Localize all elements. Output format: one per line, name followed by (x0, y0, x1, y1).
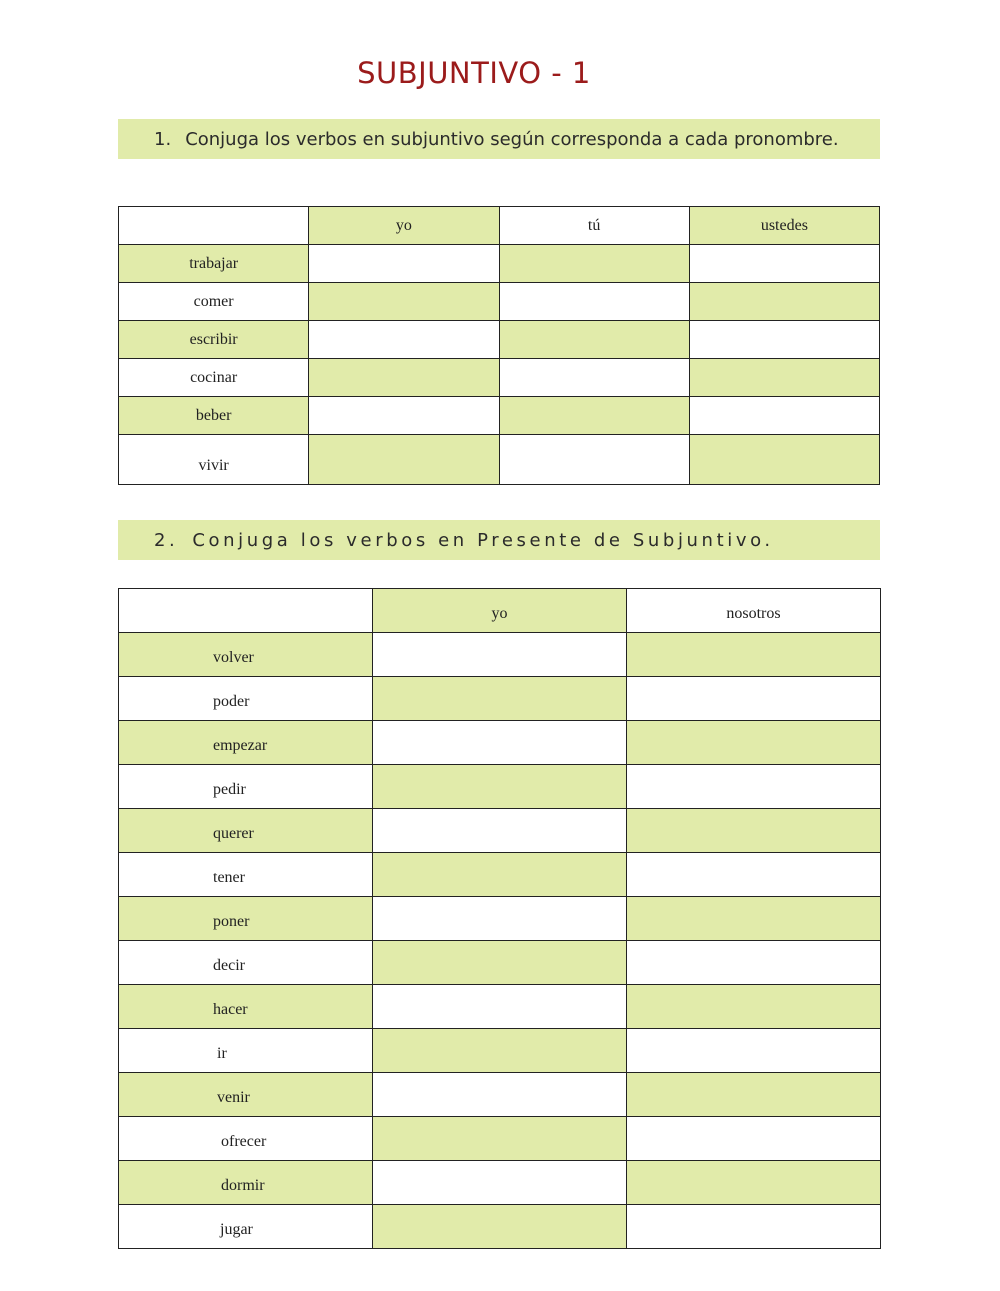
answer-cell[interactable] (309, 283, 499, 321)
answer-cell[interactable] (499, 321, 689, 359)
answer-cell[interactable] (309, 245, 499, 283)
table-row (119, 809, 881, 853)
answer-cell[interactable] (499, 397, 689, 435)
table-header-row (119, 589, 881, 633)
page-title: SUBJUNTIVO - 1 (357, 56, 591, 90)
table-row (119, 633, 881, 677)
verb-label: poder (119, 677, 373, 721)
table-row (119, 853, 881, 897)
verb-label: tener (119, 853, 373, 897)
table-row (119, 765, 881, 809)
verb-label: beber (119, 397, 309, 435)
verb-label: escribir (119, 321, 309, 359)
section2-number: 2. (154, 529, 179, 551)
answer-cell[interactable] (373, 1205, 627, 1249)
answer-cell[interactable] (627, 1161, 881, 1205)
table-row (119, 321, 880, 359)
verb-label: pedir (119, 765, 373, 809)
verb-label: trabajar (119, 245, 309, 283)
table-row (119, 1073, 881, 1117)
table-row (119, 397, 880, 435)
table-row (119, 1029, 881, 1073)
table-row (119, 897, 881, 941)
verb-label: vivir (119, 435, 309, 485)
verb-label: dormir (119, 1161, 373, 1205)
answer-cell[interactable] (627, 853, 881, 897)
answer-cell[interactable] (499, 359, 689, 397)
verb-label: querer (119, 809, 373, 853)
verb-label: venir (119, 1073, 373, 1117)
verb-label: ir (119, 1029, 373, 1073)
answer-cell[interactable] (309, 321, 499, 359)
answer-cell[interactable] (627, 1117, 881, 1161)
answer-cell[interactable] (689, 245, 879, 283)
table-row (119, 359, 880, 397)
answer-cell[interactable] (373, 1073, 627, 1117)
answer-cell[interactable] (373, 721, 627, 765)
section2-conjugation-table (118, 588, 881, 1249)
verb-label: poner (119, 897, 373, 941)
answer-cell[interactable] (627, 677, 881, 721)
verb-label: jugar (119, 1205, 373, 1249)
answer-cell[interactable] (627, 765, 881, 809)
table-row (119, 985, 881, 1029)
answer-cell[interactable] (309, 435, 499, 485)
table-row (119, 283, 880, 321)
answer-cell[interactable] (689, 397, 879, 435)
answer-cell[interactable] (309, 359, 499, 397)
answer-cell[interactable] (627, 897, 881, 941)
answer-cell[interactable] (627, 721, 881, 765)
header-cell-yo: yo (373, 589, 627, 633)
header-cell-tu: tú (499, 207, 689, 245)
answer-cell[interactable] (627, 633, 881, 677)
table-row (119, 245, 880, 283)
header-cell-nosotros: nosotros (627, 589, 881, 633)
section1-instruction-banner (118, 119, 880, 159)
answer-cell[interactable] (373, 985, 627, 1029)
verb-label: ofrecer (119, 1117, 373, 1161)
section1-conjugation-table (118, 206, 880, 485)
answer-cell[interactable] (689, 435, 879, 485)
answer-cell[interactable] (373, 1161, 627, 1205)
answer-cell[interactable] (373, 677, 627, 721)
answer-cell[interactable] (499, 245, 689, 283)
answer-cell[interactable] (373, 941, 627, 985)
section2-instruction-banner (118, 520, 880, 560)
table-row (119, 677, 881, 721)
answer-cell[interactable] (627, 1205, 881, 1249)
answer-cell[interactable] (373, 853, 627, 897)
header-cell-empty (119, 589, 373, 633)
header-cell-yo: yo (309, 207, 499, 245)
verb-label: empezar (119, 721, 373, 765)
table-header-row (119, 207, 880, 245)
table-row (119, 941, 881, 985)
answer-cell[interactable] (627, 1073, 881, 1117)
answer-cell[interactable] (373, 1029, 627, 1073)
answer-cell[interactable] (373, 897, 627, 941)
section2-instruction: Conjuga los verbos en Presente de Subjuntivo. (192, 529, 774, 551)
verb-label: volver (119, 633, 373, 677)
answer-cell[interactable] (627, 941, 881, 985)
answer-cell[interactable] (689, 321, 879, 359)
answer-cell[interactable] (499, 283, 689, 321)
verb-label: decir (119, 941, 373, 985)
answer-cell[interactable] (373, 809, 627, 853)
table-row (119, 721, 881, 765)
header-cell-ustedes: ustedes (689, 207, 879, 245)
verb-label: hacer (119, 985, 373, 1029)
answer-cell[interactable] (689, 283, 879, 321)
verb-label: comer (119, 283, 309, 321)
answer-cell[interactable] (373, 1117, 627, 1161)
answer-cell[interactable] (627, 809, 881, 853)
section1-instruction: Conjuga los verbos en subjuntivo según corresponda a cada pronombre. (185, 128, 839, 150)
answer-cell[interactable] (499, 435, 689, 485)
answer-cell[interactable] (627, 985, 881, 1029)
answer-cell[interactable] (373, 765, 627, 809)
table-row (119, 1117, 881, 1161)
verb-label: cocinar (119, 359, 309, 397)
table-row (119, 435, 880, 485)
section1-number: 1. (154, 128, 172, 150)
answer-cell[interactable] (309, 397, 499, 435)
answer-cell[interactable] (689, 359, 879, 397)
table-row (119, 1161, 881, 1205)
header-cell-empty (119, 207, 309, 245)
answer-cell[interactable] (627, 1029, 881, 1073)
answer-cell[interactable] (373, 633, 627, 677)
table-row (119, 1205, 881, 1249)
